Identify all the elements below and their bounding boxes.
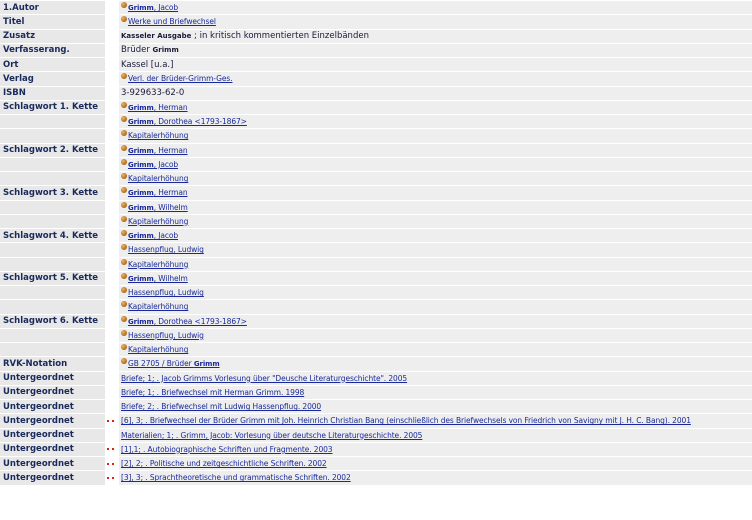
field-label-blank	[0, 258, 105, 271]
field-value	[119, 272, 752, 285]
value-link[interactable]	[128, 117, 247, 126]
value-link[interactable]	[128, 103, 188, 112]
value-text: , Herman	[153, 145, 188, 155]
orange-bullet-icon	[121, 244, 127, 250]
field-value	[119, 115, 752, 128]
row-marker	[105, 129, 119, 142]
record-row	[0, 243, 752, 256]
value-link[interactable]	[121, 473, 351, 482]
value-text: , Jacob	[153, 231, 179, 241]
value-text: Hassenpflug, Ludwig	[128, 288, 204, 298]
bold-name-text: Grimm	[128, 317, 154, 326]
field-label-rvk-notation: RVK-Notation	[0, 357, 105, 370]
field-value	[119, 129, 752, 142]
bold-name-text: Grimm	[128, 189, 154, 198]
record-row	[0, 229, 752, 242]
field-value	[119, 201, 752, 214]
field-label-untergeordnet: Untergeordnet	[0, 372, 105, 385]
orange-bullet-icon	[121, 273, 127, 279]
field-label-zusatz: Zusatz	[0, 30, 105, 43]
record-row	[0, 215, 752, 228]
row-marker	[105, 144, 119, 157]
row-marker	[105, 172, 119, 185]
field-value	[119, 386, 752, 399]
record-row	[0, 72, 752, 85]
field-label-isbn: ISBN	[0, 87, 105, 100]
row-marker	[105, 44, 119, 57]
value-link[interactable]	[128, 217, 188, 226]
field-value	[119, 186, 752, 199]
field-value	[119, 429, 752, 442]
record-row	[0, 186, 752, 199]
orange-bullet-icon	[121, 16, 127, 22]
field-label-schlagwort-6-kette: Schlagwort 6. Kette	[0, 315, 105, 328]
orange-bullet-icon	[121, 187, 127, 193]
row-marker	[105, 329, 119, 342]
orange-bullet-icon	[121, 216, 127, 222]
bold-name-text: Grimm	[128, 232, 154, 241]
value-link[interactable]	[121, 402, 321, 411]
record-row	[0, 400, 752, 413]
record-row	[0, 258, 752, 271]
orange-bullet-icon	[121, 330, 127, 336]
value-link[interactable]	[121, 431, 422, 440]
record-row	[0, 457, 752, 470]
record-row	[0, 129, 752, 142]
field-value	[119, 44, 752, 57]
field-value	[119, 243, 752, 256]
field-label-blank	[0, 243, 105, 256]
row-marker	[105, 372, 119, 385]
row-marker	[105, 30, 119, 43]
value-text: Briefe; 2; . Briefwechsel mit Ludwig Hassenpflug. 2000	[121, 402, 322, 412]
red-dots-marker-icon	[107, 445, 117, 454]
row-marker	[105, 243, 119, 256]
field-label-blank	[0, 172, 105, 185]
red-dots-marker-icon	[107, 473, 117, 482]
value-text: [2], 2; . Politische und zeitgeschichtliche Schriften. 2002	[121, 459, 327, 469]
value-link[interactable]	[128, 146, 188, 155]
value-link[interactable]	[128, 345, 188, 354]
field-value	[119, 215, 752, 228]
bold-name-text: Grimm	[128, 160, 154, 169]
record-row	[0, 343, 752, 356]
record-row	[0, 115, 752, 128]
value-link[interactable]	[121, 374, 407, 383]
orange-bullet-icon	[121, 116, 127, 122]
bold-name-text: Grimm	[128, 203, 154, 212]
row-marker	[105, 300, 119, 313]
value-link[interactable]	[121, 416, 691, 425]
field-label-schlagwort-2-kette: Schlagwort 2. Kette	[0, 144, 105, 157]
field-label-blank	[0, 115, 105, 128]
orange-bullet-icon	[121, 230, 127, 236]
field-value	[119, 172, 752, 185]
value-link[interactable]	[128, 274, 188, 283]
orange-bullet-icon	[121, 358, 127, 364]
row-marker	[105, 315, 119, 328]
orange-bullet-icon	[121, 145, 127, 151]
record-row	[0, 386, 752, 399]
field-label-blank	[0, 129, 105, 142]
bold-name-text: Grimm	[128, 146, 154, 155]
orange-bullet-icon	[121, 173, 127, 179]
row-marker	[105, 357, 119, 370]
record-row	[0, 172, 752, 185]
row-marker	[105, 215, 119, 228]
row-marker	[105, 429, 119, 442]
field-value	[119, 357, 752, 370]
field-value	[119, 30, 752, 43]
orange-bullet-icon	[121, 2, 127, 8]
field-value	[119, 72, 752, 85]
value-link[interactable]	[128, 302, 188, 311]
record-row	[0, 30, 752, 43]
value-text: GB 2705 / Brüder	[128, 359, 194, 369]
bold-name-text: Grimm	[128, 103, 154, 112]
field-value	[119, 229, 752, 242]
value-text: , Wilhelm	[153, 273, 188, 283]
record-row	[0, 372, 752, 385]
value-link[interactable]	[128, 245, 204, 254]
value-link[interactable]	[128, 231, 178, 240]
field-label-untergeordnet: Untergeordnet	[0, 429, 105, 442]
field-value	[119, 58, 752, 71]
row-marker	[105, 58, 119, 71]
field-label-schlagwort-3-kette: Schlagwort 3. Kette	[0, 186, 105, 199]
field-label-schlagwort-5-kette: Schlagwort 5. Kette	[0, 272, 105, 285]
value-text: , Jacob	[153, 3, 179, 13]
field-label-untergeordnet: Untergeordnet	[0, 457, 105, 470]
value-text: Hassenpflug, Ludwig	[128, 245, 204, 255]
record-row	[0, 58, 752, 71]
field-label-ort: Ort	[0, 58, 105, 71]
row-marker	[105, 400, 119, 413]
value-text: , Wilhelm	[153, 202, 188, 212]
row-marker	[105, 457, 119, 470]
field-label-schlagwort-4-kette: Schlagwort 4. Kette	[0, 229, 105, 242]
record-row	[0, 357, 752, 370]
value-text: Kapitalerhöhung	[128, 216, 189, 226]
value-link[interactable]	[128, 260, 188, 269]
field-value	[119, 457, 752, 470]
field-value	[119, 372, 752, 385]
row-marker	[105, 471, 119, 484]
orange-bullet-icon	[121, 159, 127, 165]
record-row	[0, 443, 752, 456]
field-value	[119, 315, 752, 328]
row-marker	[105, 158, 119, 171]
value-text: Brüder	[121, 45, 153, 56]
value-text: Kapitalerhöhung	[128, 174, 189, 184]
field-label-untergeordnet: Untergeordnet	[0, 386, 105, 399]
row-marker	[105, 443, 119, 456]
field-label-untergeordnet: Untergeordnet	[0, 443, 105, 456]
field-value	[119, 286, 752, 299]
orange-bullet-icon	[121, 287, 127, 293]
value-link[interactable]	[128, 174, 188, 183]
row-marker	[105, 258, 119, 271]
field-value	[119, 300, 752, 313]
value-link[interactable]	[121, 459, 327, 468]
field-label-blank	[0, 300, 105, 313]
value-link[interactable]	[128, 188, 188, 197]
field-value	[119, 15, 752, 28]
bold-name-text: Kasseler Ausgabe	[121, 32, 192, 41]
orange-bullet-icon	[121, 102, 127, 108]
row-marker	[105, 343, 119, 356]
field-value	[119, 443, 752, 456]
field-label-titel: Titel	[0, 15, 105, 28]
record-row	[0, 272, 752, 285]
row-marker	[105, 414, 119, 427]
value-text: , Herman	[153, 188, 188, 198]
field-label-untergeordnet: Untergeordnet	[0, 414, 105, 427]
value-text: Kapitalerhöhung	[128, 302, 189, 312]
field-label-untergeordnet: Untergeordnet	[0, 400, 105, 413]
value-text: Verl. der Brüder-Grimm-Ges.	[128, 74, 233, 84]
record-row	[0, 414, 752, 427]
orange-bullet-icon	[121, 259, 127, 265]
record-row	[0, 1, 752, 14]
field-value	[119, 471, 752, 484]
record-row	[0, 315, 752, 328]
value-link[interactable]	[128, 359, 220, 368]
record-row	[0, 158, 752, 171]
value-link[interactable]	[128, 3, 178, 12]
value-text: [3], 3; . Sprachtheoretische und grammatische Schriften. 2002	[121, 473, 351, 483]
field-value	[119, 101, 752, 114]
field-value	[119, 158, 752, 171]
value-text: [1],1; . Autobiographische Schriften und Fragmente. 2003	[121, 444, 333, 454]
value-text: Briefe; 1; . Briefwechsel mit Herman Grimm. 1998	[121, 387, 305, 397]
value-text: , Dorothea <1793-1867>	[153, 316, 247, 326]
row-marker	[105, 101, 119, 114]
row-marker	[105, 286, 119, 299]
field-label-blank	[0, 286, 105, 299]
bold-name-text: Grimm	[128, 4, 154, 13]
record-row	[0, 300, 752, 313]
value-text: Briefe; 1; . Jacob Grimms Vorlesung über "Deusche Literaturgeschichte". 2005	[121, 373, 408, 383]
row-marker	[105, 72, 119, 85]
field-value	[119, 87, 752, 100]
red-dots-marker-icon	[107, 416, 117, 425]
record-row	[0, 44, 752, 57]
red-dots-marker-icon	[107, 459, 117, 468]
value-text: , Jacob	[153, 159, 179, 169]
record-row	[0, 15, 752, 28]
record-row	[0, 286, 752, 299]
bold-name-text: Grimm	[193, 360, 220, 369]
orange-bullet-icon	[121, 73, 127, 79]
value-text: 3-929633-62-0	[121, 88, 185, 99]
field-value	[119, 329, 752, 342]
bold-name-text: Grimm	[128, 274, 154, 283]
field-value	[119, 343, 752, 356]
row-marker	[105, 272, 119, 285]
field-value	[119, 258, 752, 271]
value-link[interactable]	[128, 288, 204, 297]
row-marker	[105, 87, 119, 100]
field-label-blank	[0, 343, 105, 356]
value-link[interactable]	[128, 131, 188, 140]
value-text: , Herman	[153, 102, 188, 112]
value-text: Werke und Briefwechsel	[128, 17, 216, 27]
field-value	[119, 1, 752, 14]
value-link[interactable]	[121, 388, 304, 397]
field-value	[119, 400, 752, 413]
field-label-untergeordnet: Untergeordnet	[0, 471, 105, 484]
value-link[interactable]	[128, 317, 247, 326]
value-text: Materialien; 1; . Grimm, Jacob: Vorlesung über deutsche Literaturgeschichte. 2005	[121, 430, 423, 440]
field-label-blank	[0, 201, 105, 214]
record-row	[0, 471, 752, 484]
field-label-blank	[0, 329, 105, 342]
row-marker	[105, 201, 119, 214]
record-row	[0, 87, 752, 100]
field-label-blank	[0, 215, 105, 228]
record-row	[0, 329, 752, 342]
field-label-verlag: Verlag	[0, 72, 105, 85]
value-text: Kapitalerhöhung	[128, 259, 189, 269]
orange-bullet-icon	[121, 202, 127, 208]
value-text: ; in kritisch kommentierten Einzelbänden	[191, 31, 369, 42]
field-value	[119, 414, 752, 427]
record-row	[0, 429, 752, 442]
field-label-blank	[0, 158, 105, 171]
value-text: Hassenpflug, Ludwig	[128, 330, 204, 340]
orange-bullet-icon	[121, 301, 127, 307]
record-row	[0, 144, 752, 157]
value-link[interactable]	[121, 445, 332, 454]
bold-name-text: Grimm	[128, 118, 154, 127]
record-rows	[0, 1, 752, 485]
row-marker	[105, 186, 119, 199]
bold-name-text: Grimm	[152, 46, 179, 55]
value-link[interactable]	[128, 74, 232, 83]
row-marker	[105, 1, 119, 14]
row-marker	[105, 386, 119, 399]
row-marker	[105, 229, 119, 242]
value-link[interactable]	[128, 160, 178, 169]
row-marker	[105, 115, 119, 128]
value-text: Kapitalerhöhung	[128, 345, 189, 355]
value-text: [6], 3; . Briefwechsel der Brüder Grimm mit Joh. Heinrich Christian Bang (einschließlich des Briefwechsels von Friedrich von Savigny mit J. H. C. Bang). 2001	[121, 416, 691, 426]
orange-bullet-icon	[121, 344, 127, 350]
value-text: Kapitalerhöhung	[128, 131, 189, 141]
field-label-schlagwort-1-kette: Schlagwort 1. Kette	[0, 101, 105, 114]
orange-bullet-icon	[121, 316, 127, 322]
value-link[interactable]	[128, 331, 204, 340]
orange-bullet-icon	[121, 130, 127, 136]
value-text: , Dorothea <1793-1867>	[153, 117, 247, 127]
value-link[interactable]	[128, 17, 216, 26]
value-text: Kassel [u.a.]	[121, 59, 174, 70]
row-marker	[105, 15, 119, 28]
record-row	[0, 101, 752, 114]
record-row	[0, 201, 752, 214]
field-label-1-autor: 1.Autor	[0, 1, 105, 14]
value-link[interactable]	[128, 203, 188, 212]
field-value	[119, 144, 752, 157]
field-label-verfasserang: Verfasserang.	[0, 44, 105, 57]
